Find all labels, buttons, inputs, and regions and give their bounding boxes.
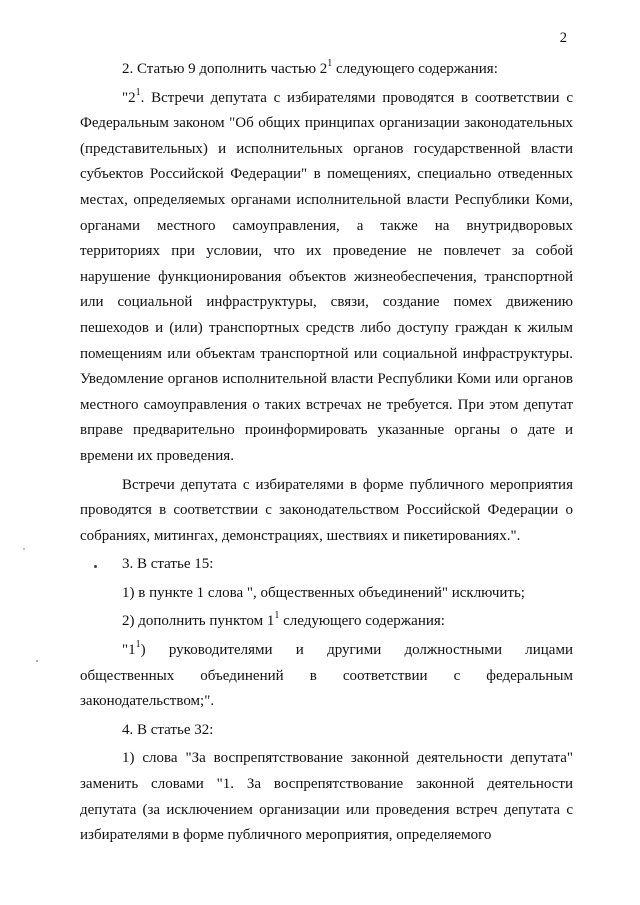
scan-dust-mark xyxy=(23,548,25,550)
paragraph-point-1-1 xyxy=(80,638,573,715)
scan-dust-mark xyxy=(36,660,38,662)
scan-dot-mark xyxy=(94,565,97,568)
paragraph-article-9-amendment xyxy=(80,57,573,83)
paragraph-text: 2. Статью 9 дополнить частью 2 xyxy=(122,61,328,77)
paragraph-public-event-meetings xyxy=(80,473,573,550)
paragraph-article-15 xyxy=(80,552,573,578)
paragraph-text: 4. В статье 32: xyxy=(122,721,214,738)
paragraph-text: 1) в пункте 1 слова ", общественных объединений" исключить; xyxy=(122,584,525,601)
superscript: 1 xyxy=(274,610,280,622)
superscript: 1 xyxy=(327,58,333,69)
paragraph-text: следующего содержания: xyxy=(279,613,445,630)
superscript: 1 xyxy=(135,639,141,651)
superscript: 1 xyxy=(135,86,141,98)
paragraph-text: 1) слова "За воспрепятствование законной деятельности депутата" заменить словами "1. За воспрепятствование законной деятельности депутата (за исключением организации или проведения встреч депутата с избирателями в форме публичного мероприятия, определяемого xyxy=(80,750,573,844)
paragraph-part-2-1 xyxy=(80,86,573,470)
paragraph-text: . Встречи депутата с избирателями проводятся в соответствии с Федеральным законом "Об общих принципах организации законодательных (представительных) и исполнительных органов государственной власти субъектов Российской Федерации" в помещениях, специально отведенных местах, определяемых органами исполнительной власти Республики Коми, органами местного самоуправления, а также на внутридворовых территориях при условии, что их проведение не повлечет за собой нарушение функционирования объектов жизнеобеспечения, транспортной или социальной инфраструктуры, связи, создание помех движению пешеходов и (или) транспортных средств либо доступу граждан к жилым помещениям или объектам транспортной или социальной инфраструктуры. Уведомление органов исполнительной власти Республики Коми или органов местного самоуправления о таких встречах не требуется. При этом депутат вправе предварительно проинформировать указанные органы о дате и времени их проведения. xyxy=(80,89,573,464)
paragraph-article-15-item-2 xyxy=(80,609,573,635)
paragraph-article-32 xyxy=(80,718,573,744)
paragraph-article-32-item-1 xyxy=(80,746,573,848)
page-number: 2 xyxy=(559,30,567,46)
paragraph-text: Встречи депутата с избирателями в форме публичного мероприятия проводятся в соответствии с законодательством Российской Федерации о собраниях, митингах, демонстрациях, шествиях и пикетированиях.". xyxy=(80,476,573,544)
paragraph-text: ) руководителями и другими должностными лицами общественных объединений в соответствии с федеральным законодательством;". xyxy=(80,642,573,710)
document-body xyxy=(80,57,573,849)
paragraph-text: "1 xyxy=(122,642,136,659)
paragraph-text: 3. В статье 15: xyxy=(122,556,214,573)
paragraph-text: 2) дополнить пунктом 1 xyxy=(122,613,275,630)
paragraph-article-15-item-1 xyxy=(80,581,573,607)
paragraph-text: следующего содержания: xyxy=(332,61,498,77)
paragraph-text: "2 xyxy=(122,89,136,106)
